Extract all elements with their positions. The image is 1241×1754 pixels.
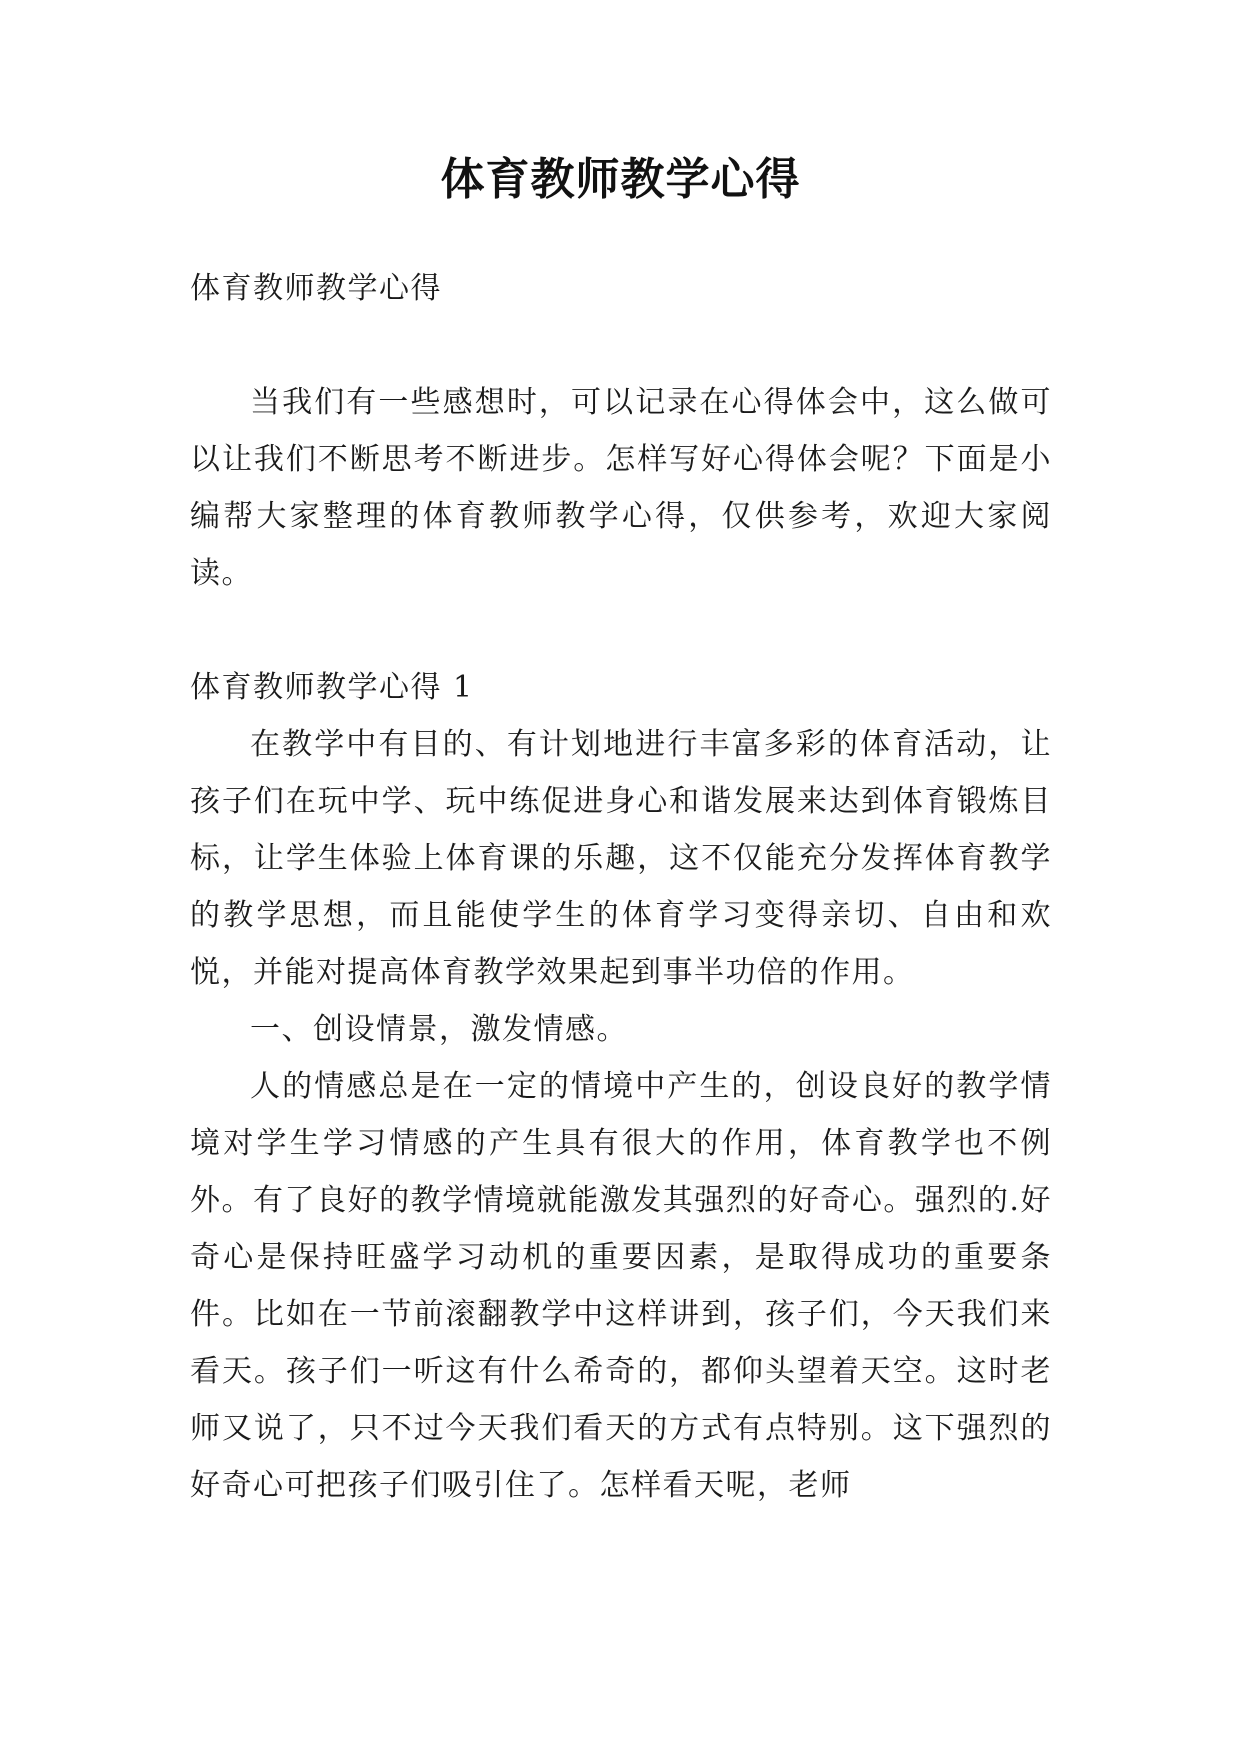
document-body (190, 260, 1052, 1514)
body-paragraph: 人的情感总是在一定的情境中产生的，创设良好的教学情境对学生学习情感的产生具有很大的作用，体育教学也不例外。有了良好的教学情境就能激发其强烈的好奇心。强烈的.好奇心是保持旺盛学习动机的重要因素，是取得成功的重要条件。比如在一节前滚翻教学中这样讲到，孩子们，今天我们来看天。孩子们一听这有什么希奇的，都仰头望着天空。这时老师又说了，只不过今天我们看天的方式有点特别。这下强烈的好奇心可把孩子们吸引住了。怎样看天呢，老师 (190, 1069, 1052, 1503)
document-title: 体育教师教学心得 (440, 154, 801, 205)
intro-paragraph: 当我们有一些感想时，可以记录在心得体会中，这么做可以让我们不断思考不断进步。怎样写好心得体会呢？下面是小编帮大家整理的体育教师教学心得，仅供参考，欢迎大家阅读。 (190, 385, 1052, 591)
section-heading: 体育教师教学心得 1 (190, 670, 474, 705)
body-paragraph: 在教学中有目的、有计划地进行丰富多彩的体育活动，让孩子们在玩中学、玩中练促进身心和谐发展来达到体育锻炼目标，让学生体验上体育课的乐趣，这不仅能充分发挥体育教学的教学思想，而且能使学生的体育学习变得亲切、自由和欢悦，并能对提高体育教学效果起到事半功倍的作用。 (190, 727, 1052, 990)
document-subtitle: 体育教师教学心得 (190, 271, 442, 306)
point-heading: 一、创设情景，激发情感。 (250, 1012, 628, 1047)
